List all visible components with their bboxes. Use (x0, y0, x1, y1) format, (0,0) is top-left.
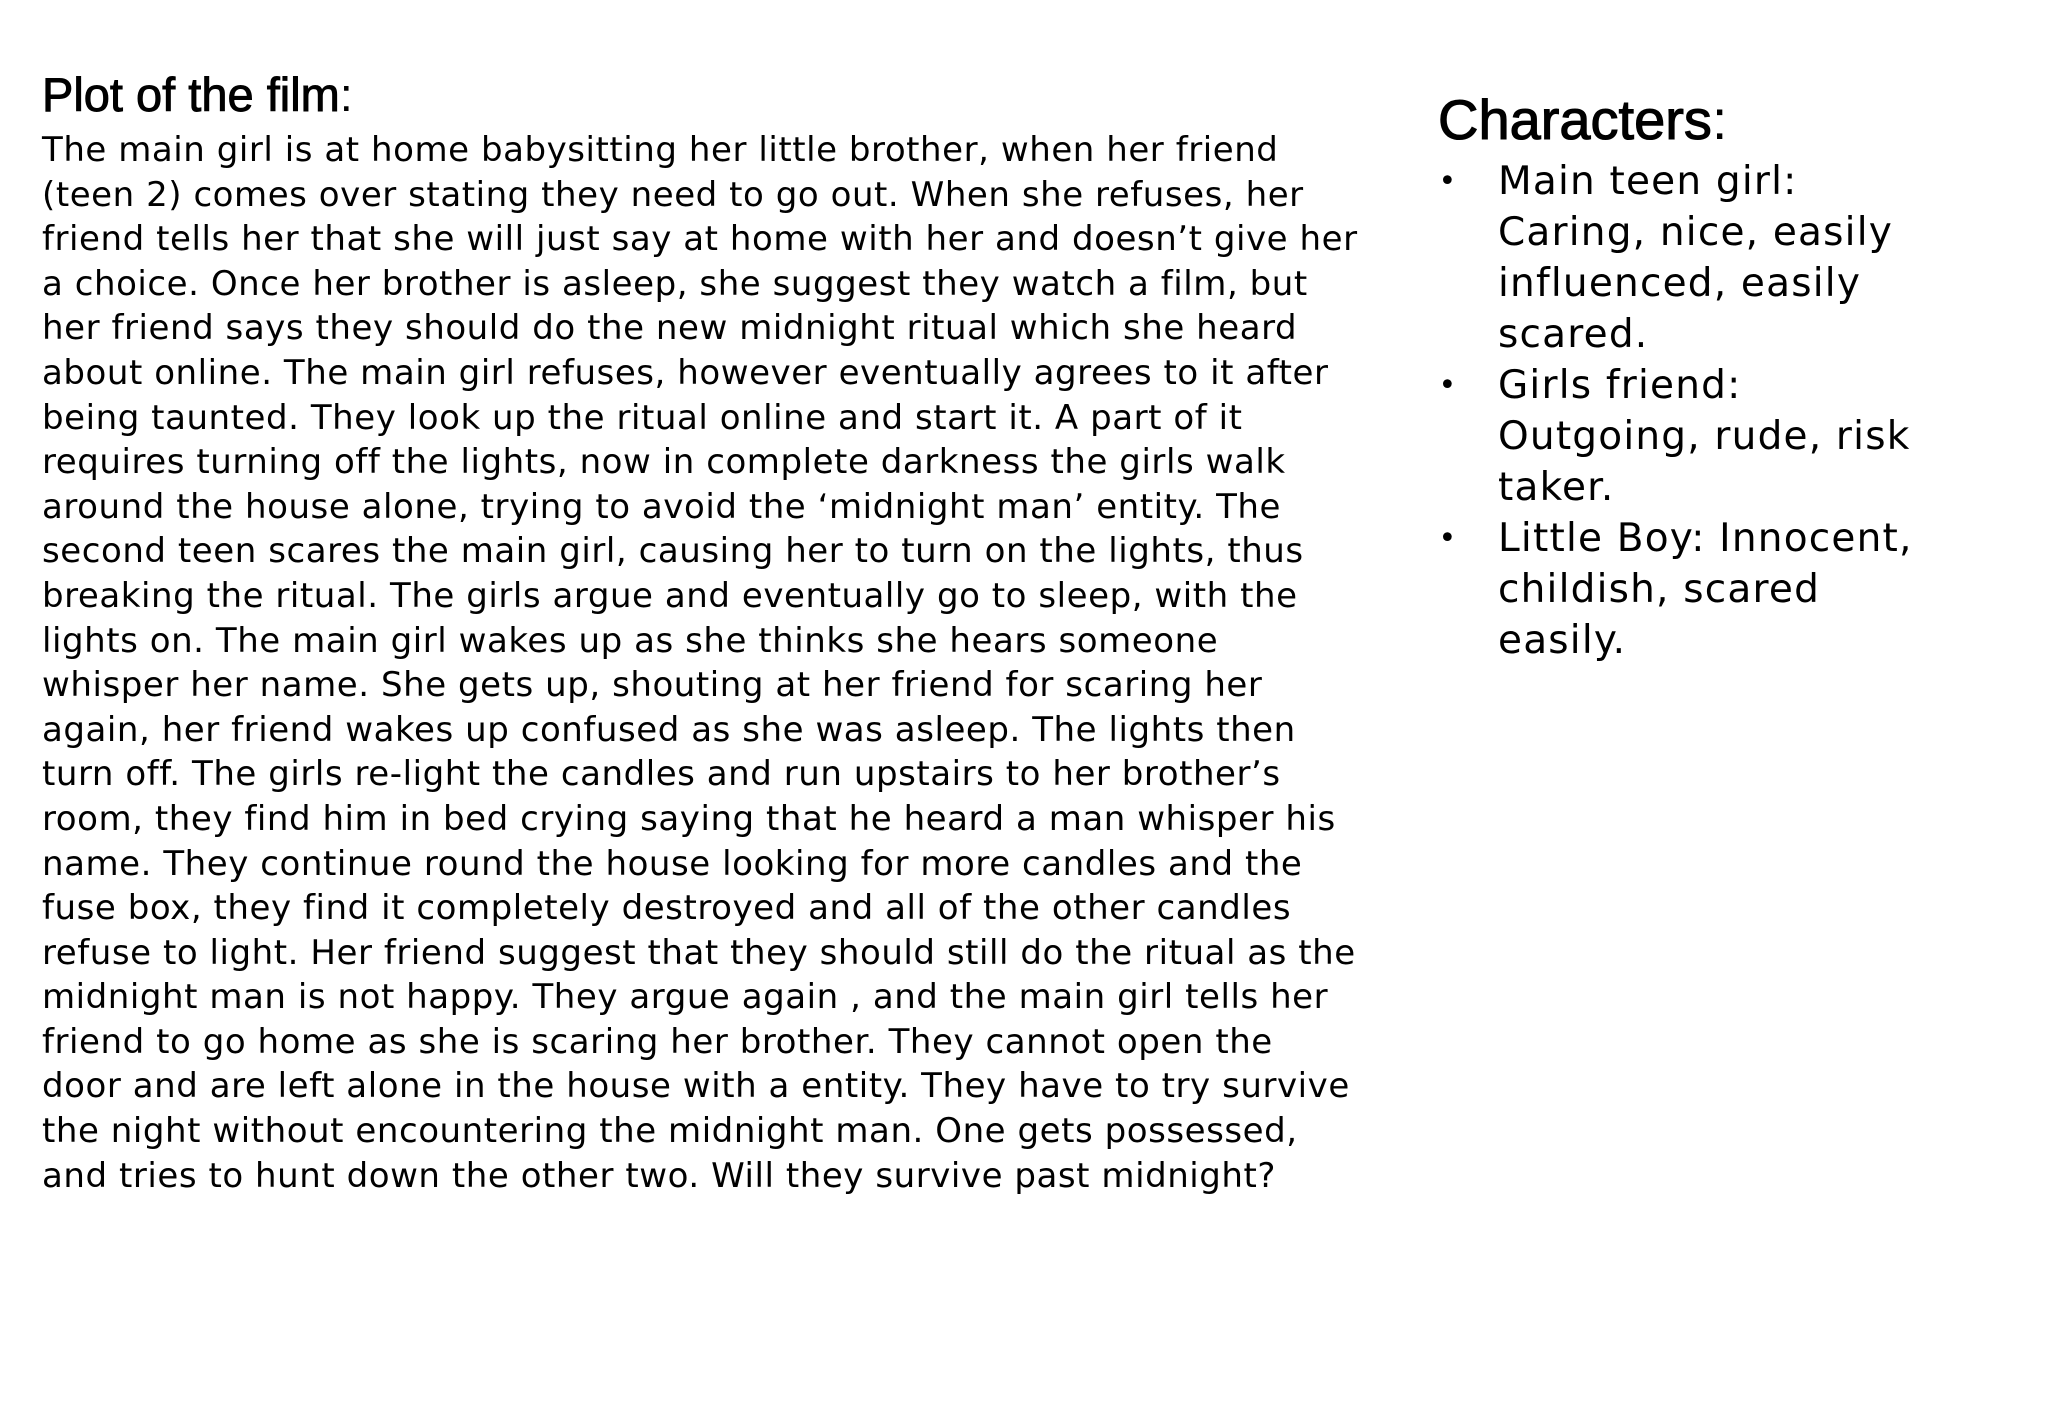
plot-heading-colon: : (339, 68, 353, 121)
plot-line: friend to go home as she is scaring her brother. They cannot open the (42, 1021, 1273, 1062)
plot-line: and tries to hunt down the other two. Will they survive past midnight? (42, 1155, 1277, 1196)
plot-line: a choice. Once her brother is asleep, she suggest they watch a film, but (42, 263, 1308, 304)
plot-line: (teen 2) comes over stating they need to go out. When she refuses, her (42, 174, 1304, 215)
plot-line: room, they find him in bed crying saying that he heard a man whisper his (42, 798, 1336, 839)
plot-line: her friend says they should do the new midnight ritual which she heard (42, 308, 1298, 349)
character-line: Girls friend: (1498, 363, 1742, 408)
plot-line: second teen scares the main girl, causing her to turn on the lights, thus (42, 531, 1304, 572)
character-item-main-teen-girl (1438, 156, 2018, 360)
plot-line: around the house alone, trying to avoid the ‘midnight man’ entity. The (42, 486, 1281, 527)
plot-section (42, 62, 1412, 1198)
plot-line: The main girl is at home babysitting her little brother, when her friend (42, 130, 1279, 170)
plot-line: fuse box, they find it completely destroyed and all of the other candles (42, 888, 1292, 929)
characters-list (1438, 156, 2018, 666)
plot-line: refuse to light. Her friend suggest that they should still do the ritual as the (42, 932, 1356, 973)
character-line: Outgoing, rude, risk (1498, 414, 1911, 459)
plot-line: being taunted. They look up the ritual online and start it. A part of it (42, 397, 1243, 438)
bullet-icon: • (1438, 164, 1458, 199)
character-item-girls-friend (1438, 360, 2018, 513)
characters-section (1438, 84, 2018, 666)
character-line: taker. (1498, 465, 1615, 510)
plot-line: door and are left alone in the house with a entity. They have to try survive (42, 1066, 1350, 1107)
characters-heading-colon: : (1711, 88, 1728, 151)
character-line: childish, scared (1498, 567, 1821, 612)
character-line: Caring, nice, easily (1498, 210, 1894, 255)
bullet-icon: • (1438, 521, 1458, 556)
plot-heading-text: Plot of the film (42, 68, 340, 121)
plot-line: friend tells her that she will just say at home with her and doesn’t give her (42, 219, 1358, 260)
plot-line: breaking the ritual. The girls argue and eventually go to sleep, with the (42, 575, 1298, 616)
character-line: Little Boy: Innocent, (1498, 516, 1913, 561)
plot-line: whisper her name. She gets up, shouting at her friend for scaring her (42, 665, 1263, 706)
plot-line: about online. The main girl refuses, however eventually agrees to it after (42, 352, 1329, 393)
plot-paragraph (42, 128, 1412, 1198)
characters-heading-text: Characters (1438, 88, 1712, 151)
plot-line: midnight man is not happy. They argue again , and the main girl tells her (42, 977, 1329, 1018)
plot-line: the night without encountering the midnight man. One gets possessed, (42, 1111, 1298, 1152)
character-line: easily. (1498, 618, 1627, 663)
character-line: scared. (1498, 312, 1649, 357)
character-line: influenced, easily (1498, 261, 1862, 306)
plot-line: lights on. The main girl wakes up as she thinks she hears someone (42, 620, 1219, 661)
character-item-little-boy (1438, 513, 2018, 666)
plot-line: turn off. The girls re-light the candles and run upstairs to her brother’s (42, 754, 1281, 795)
characters-heading (1438, 84, 2018, 156)
plot-line: requires turning off the lights, now in complete darkness the girls walk (42, 442, 1286, 483)
plot-heading (42, 62, 1412, 128)
character-line: Main teen girl: (1498, 159, 1798, 204)
plot-line: name. They continue round the house looking for more candles and the (42, 843, 1303, 884)
bullet-icon: • (1438, 368, 1458, 403)
plot-line: again, her friend wakes up confused as she was asleep. The lights then (42, 709, 1296, 750)
